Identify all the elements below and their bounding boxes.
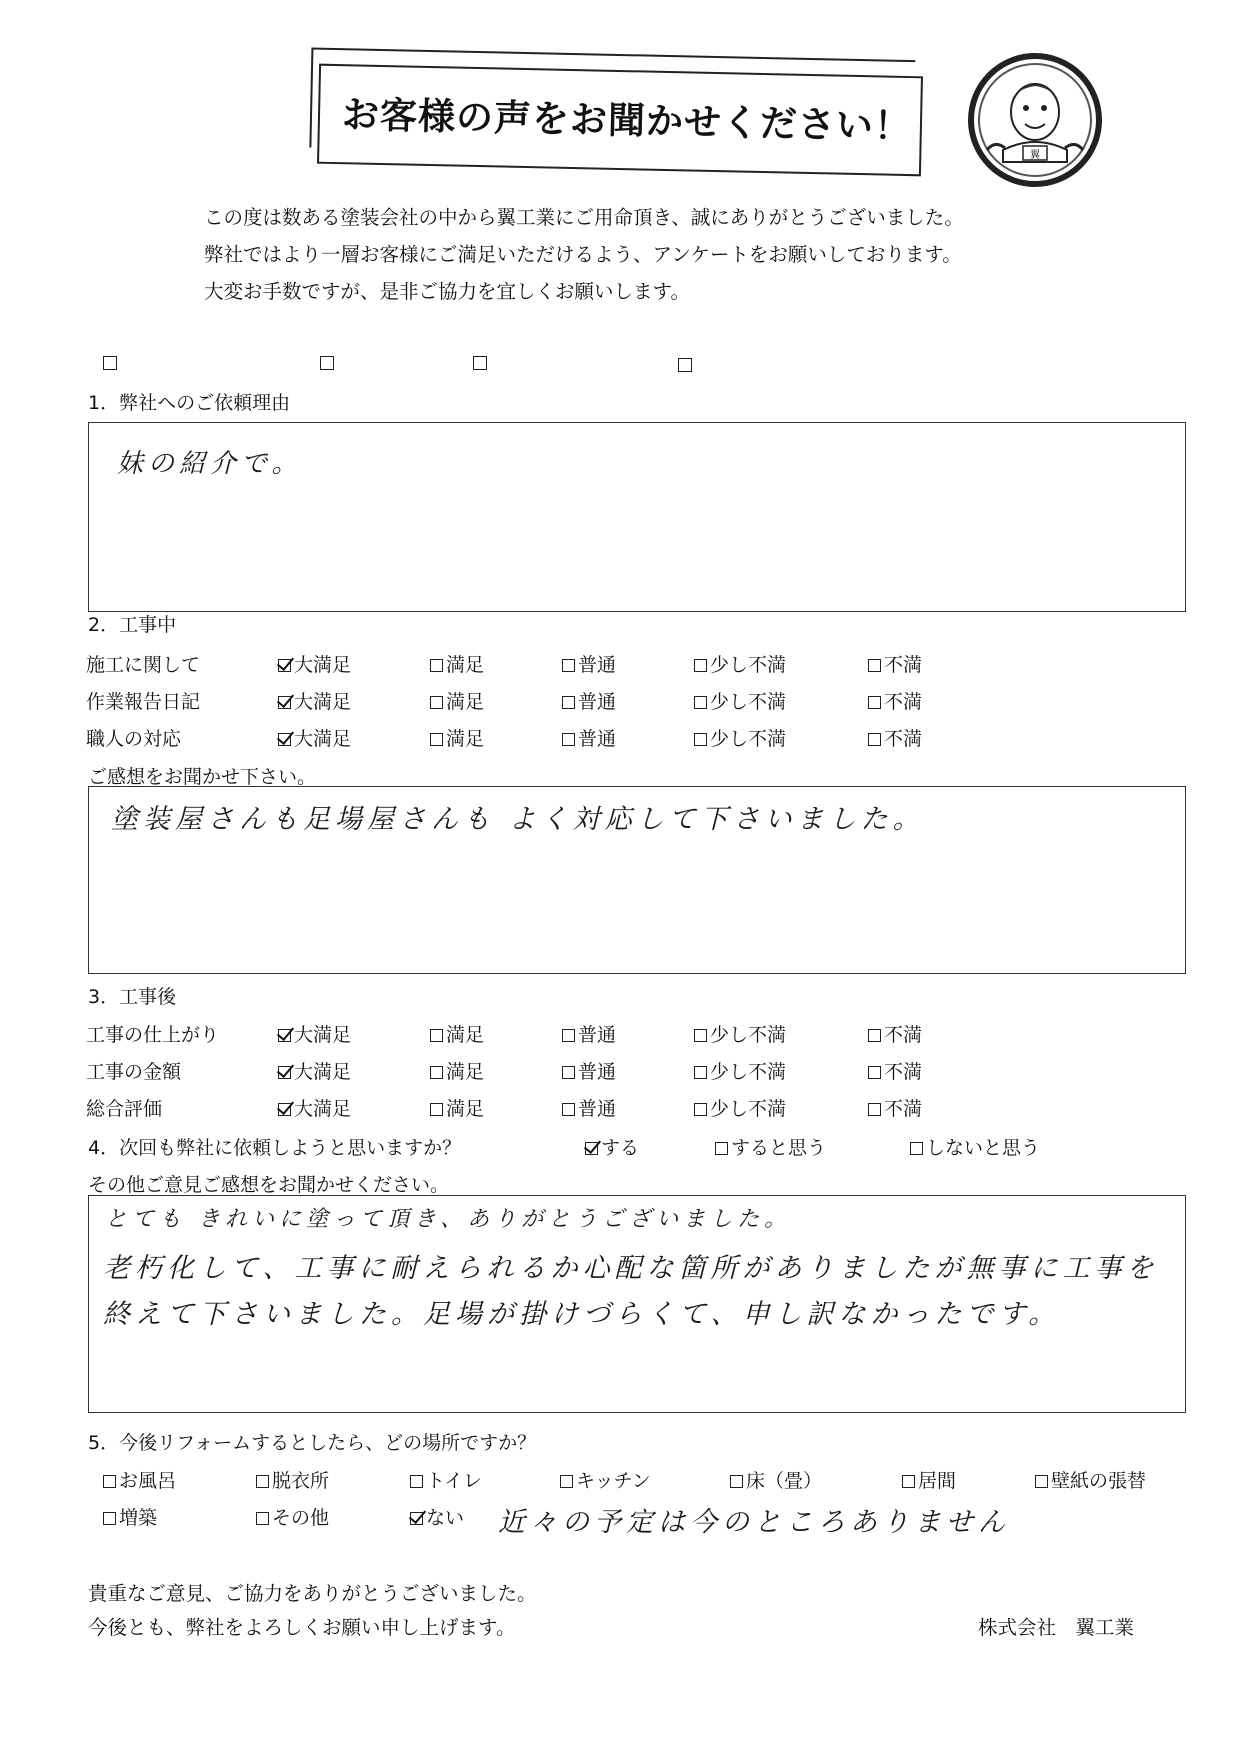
- other-line-3: 終えて下さいました。足場が掛けづらくて、申し訳なかったです。: [103, 1299, 1061, 1330]
- checkbox-checked-icon: [278, 659, 291, 672]
- q2-rating-option[interactable]: 少し不満: [694, 724, 786, 751]
- checkbox-icon: [560, 1475, 573, 1488]
- q3-rating-option[interactable]: 少し不満: [694, 1020, 786, 1047]
- checkbox-icon: [562, 696, 575, 709]
- checkbox-icon: [868, 1066, 881, 1079]
- q3-rating-option[interactable]: 大満足: [278, 1020, 351, 1047]
- checkbox-checked-icon: [278, 733, 291, 746]
- q2-rating-option[interactable]: 少し不満: [694, 687, 786, 714]
- q2-rating-option[interactable]: 普通: [562, 687, 616, 714]
- q2-rating-option[interactable]: 大満足: [278, 724, 351, 751]
- page-title: お客様の声をお聞かせください！: [341, 93, 913, 149]
- q5-option[interactable]: 居間: [902, 1466, 956, 1493]
- q1-label: 1．弊社へのご依頼理由: [88, 392, 291, 414]
- q2-comment: 塗装屋さんも足場屋さんも よく対応して下さいました。: [111, 804, 925, 835]
- intro-line-3: 大変お手数ですが、是非ご協力を宜しくお願いします。: [204, 280, 690, 303]
- q2-rating-option[interactable]: 大満足: [278, 650, 351, 677]
- company-name: 株式会社 翼工業: [978, 1616, 1135, 1639]
- q4-option-yes[interactable]: する: [585, 1133, 639, 1160]
- checkbox-icon: [256, 1512, 269, 1525]
- q2-rating-option[interactable]: 不満: [868, 687, 922, 714]
- q5-label: 5．今後リフォームするとしたら、どの場所ですか？: [88, 1432, 537, 1454]
- mascot-face-icon: [965, 50, 1105, 190]
- checkbox-icon: [562, 1103, 575, 1116]
- other-line-2: 老朽化して、工事に耐えられるか心配な箇所がありましたが無事に工事を: [103, 1253, 1159, 1284]
- q2-row-label: 作業報告日記: [86, 691, 201, 713]
- q2-rating-option[interactable]: 満足: [430, 724, 484, 751]
- checkbox-icon: [910, 1142, 923, 1155]
- checkbox-icon: [103, 1475, 116, 1488]
- q2-comment-box[interactable]: [88, 786, 1186, 974]
- empty-checkbox[interactable]: [473, 356, 487, 370]
- checkbox-icon: [562, 733, 575, 746]
- footer-thanks: 貴重なご意見、ご協力をありがとうございました。: [88, 1582, 537, 1605]
- checkbox-icon: [410, 1475, 423, 1488]
- intro-line-2: 弊社ではより一層お客様にご満足いただけるよう、アンケートをお願いしております。: [204, 243, 962, 266]
- checkbox-icon: [694, 1066, 707, 1079]
- checkbox-icon: [730, 1475, 743, 1488]
- q3-rating-option[interactable]: 不満: [868, 1020, 922, 1047]
- checkbox-checked-icon: [278, 696, 291, 709]
- q3-rating-option[interactable]: 満足: [430, 1020, 484, 1047]
- q5-option[interactable]: その他: [256, 1503, 329, 1530]
- q3-rating-option[interactable]: 大満足: [278, 1057, 351, 1084]
- checkbox-checked-icon: [278, 1066, 291, 1079]
- checkbox-checked-icon: [278, 1029, 291, 1042]
- q3-rating-option[interactable]: 満足: [430, 1094, 484, 1121]
- q3-row-label: 工事の仕上がり: [86, 1024, 220, 1046]
- q5-option[interactable]: 床（畳）: [730, 1466, 822, 1493]
- checkbox-icon: [103, 1512, 116, 1525]
- checkbox-icon: [562, 1029, 575, 1042]
- q3-rating-option[interactable]: 少し不満: [694, 1094, 786, 1121]
- checkbox-icon: [430, 733, 443, 746]
- mascot-sign-text: 翼: [1030, 150, 1040, 161]
- q5-option[interactable]: トイレ: [410, 1466, 482, 1493]
- other-comment-box[interactable]: [88, 1195, 1186, 1413]
- q3-row-label: 工事の金額: [86, 1061, 182, 1083]
- q2-row-label: 職人の対応: [86, 728, 182, 750]
- q4-option-no[interactable]: しないと思う: [910, 1133, 1040, 1160]
- empty-checkbox[interactable]: [678, 358, 692, 372]
- q1-answer-box[interactable]: [88, 422, 1186, 612]
- checkbox-icon: [715, 1142, 728, 1155]
- checkbox-icon: [256, 1475, 269, 1488]
- q5-option[interactable]: キッチン: [560, 1466, 651, 1493]
- other-line-1: とても きれいに塗って頂き、ありがとうございました。: [105, 1207, 792, 1232]
- q3-label: 3．工事後: [88, 986, 177, 1008]
- checkbox-icon: [868, 659, 881, 672]
- q2-row-label: 施工に関して: [86, 654, 201, 676]
- checkbox-icon: [562, 1066, 575, 1079]
- checkbox-icon: [430, 1029, 443, 1042]
- checkbox-icon: [430, 1066, 443, 1079]
- q2-comment-label: ご感想をお聞かせ下さい。: [88, 766, 317, 788]
- q5-option[interactable]: 増築: [103, 1503, 157, 1530]
- checkbox-icon: [694, 733, 707, 746]
- q2-rating-option[interactable]: 少し不満: [694, 650, 786, 677]
- q5-option[interactable]: お風呂: [103, 1466, 176, 1493]
- checkbox-checked-icon: [410, 1512, 423, 1525]
- q1-answer: 妹の紹介で。: [117, 449, 303, 479]
- checkbox-icon: [902, 1475, 915, 1488]
- footer-closing: 今後とも、弊社をよろしくお願い申し上げます。: [88, 1616, 516, 1639]
- checkbox-icon: [430, 1103, 443, 1116]
- q4-label: 4．次回も弊社に依頼しようと思いますか？: [88, 1137, 462, 1159]
- other-label: その他ご意見ご感想をお聞かせください。: [88, 1174, 450, 1196]
- q3-rating-option[interactable]: 不満: [868, 1057, 922, 1084]
- intro-line-1: この度は数ある塗装会社の中から翼工業にご用命頂き、誠にありがとうございました。: [204, 206, 964, 229]
- q2-label: 2．工事中: [88, 614, 177, 636]
- checkbox-icon: [694, 1029, 707, 1042]
- q3-rating-option[interactable]: 普通: [562, 1020, 616, 1047]
- q3-rating-option[interactable]: 普通: [562, 1094, 616, 1121]
- q2-rating-option[interactable]: 不満: [868, 724, 922, 751]
- checkbox-icon: [868, 1103, 881, 1116]
- q2-rating-option[interactable]: 満足: [430, 687, 484, 714]
- q3-rating-option[interactable]: 大満足: [278, 1094, 351, 1121]
- empty-checkbox[interactable]: [103, 356, 117, 370]
- checkbox-icon: [868, 1029, 881, 1042]
- checkbox-checked-icon: [585, 1142, 598, 1155]
- q5-option[interactable]: ない: [410, 1503, 464, 1530]
- q5-option[interactable]: 壁紙の張替: [1035, 1466, 1146, 1493]
- checkbox-icon: [694, 1103, 707, 1116]
- q3-rating-option[interactable]: 普通: [562, 1057, 616, 1084]
- q2-rating-option[interactable]: 不満: [868, 650, 922, 677]
- q5-note: 近々の予定は今のところありません: [498, 1507, 1010, 1538]
- checkbox-icon: [694, 659, 707, 672]
- q5-option[interactable]: 脱衣所: [256, 1466, 329, 1493]
- q3-row-label: 総合評価: [86, 1098, 163, 1120]
- q2-rating-option[interactable]: 普通: [562, 724, 616, 751]
- q3-rating-option[interactable]: 不満: [868, 1094, 922, 1121]
- empty-checkbox[interactable]: [320, 356, 334, 370]
- q2-rating-option[interactable]: 満足: [430, 650, 484, 677]
- q3-rating-option[interactable]: 満足: [430, 1057, 484, 1084]
- q3-rating-option[interactable]: 少し不満: [694, 1057, 786, 1084]
- checkbox-icon: [694, 696, 707, 709]
- checkbox-icon: [562, 659, 575, 672]
- checkbox-icon: [868, 696, 881, 709]
- checkbox-icon: [430, 696, 443, 709]
- checkbox-icon: [868, 733, 881, 746]
- q2-rating-option[interactable]: 普通: [562, 650, 616, 677]
- q2-rating-option[interactable]: 大満足: [278, 687, 351, 714]
- intro-text: [204, 200, 964, 311]
- checkbox-checked-icon: [278, 1103, 291, 1116]
- title-banner: [317, 64, 923, 177]
- checkbox-icon: [1035, 1475, 1048, 1488]
- q4-option-probably[interactable]: すると思う: [715, 1133, 826, 1160]
- checkbox-icon: [430, 659, 443, 672]
